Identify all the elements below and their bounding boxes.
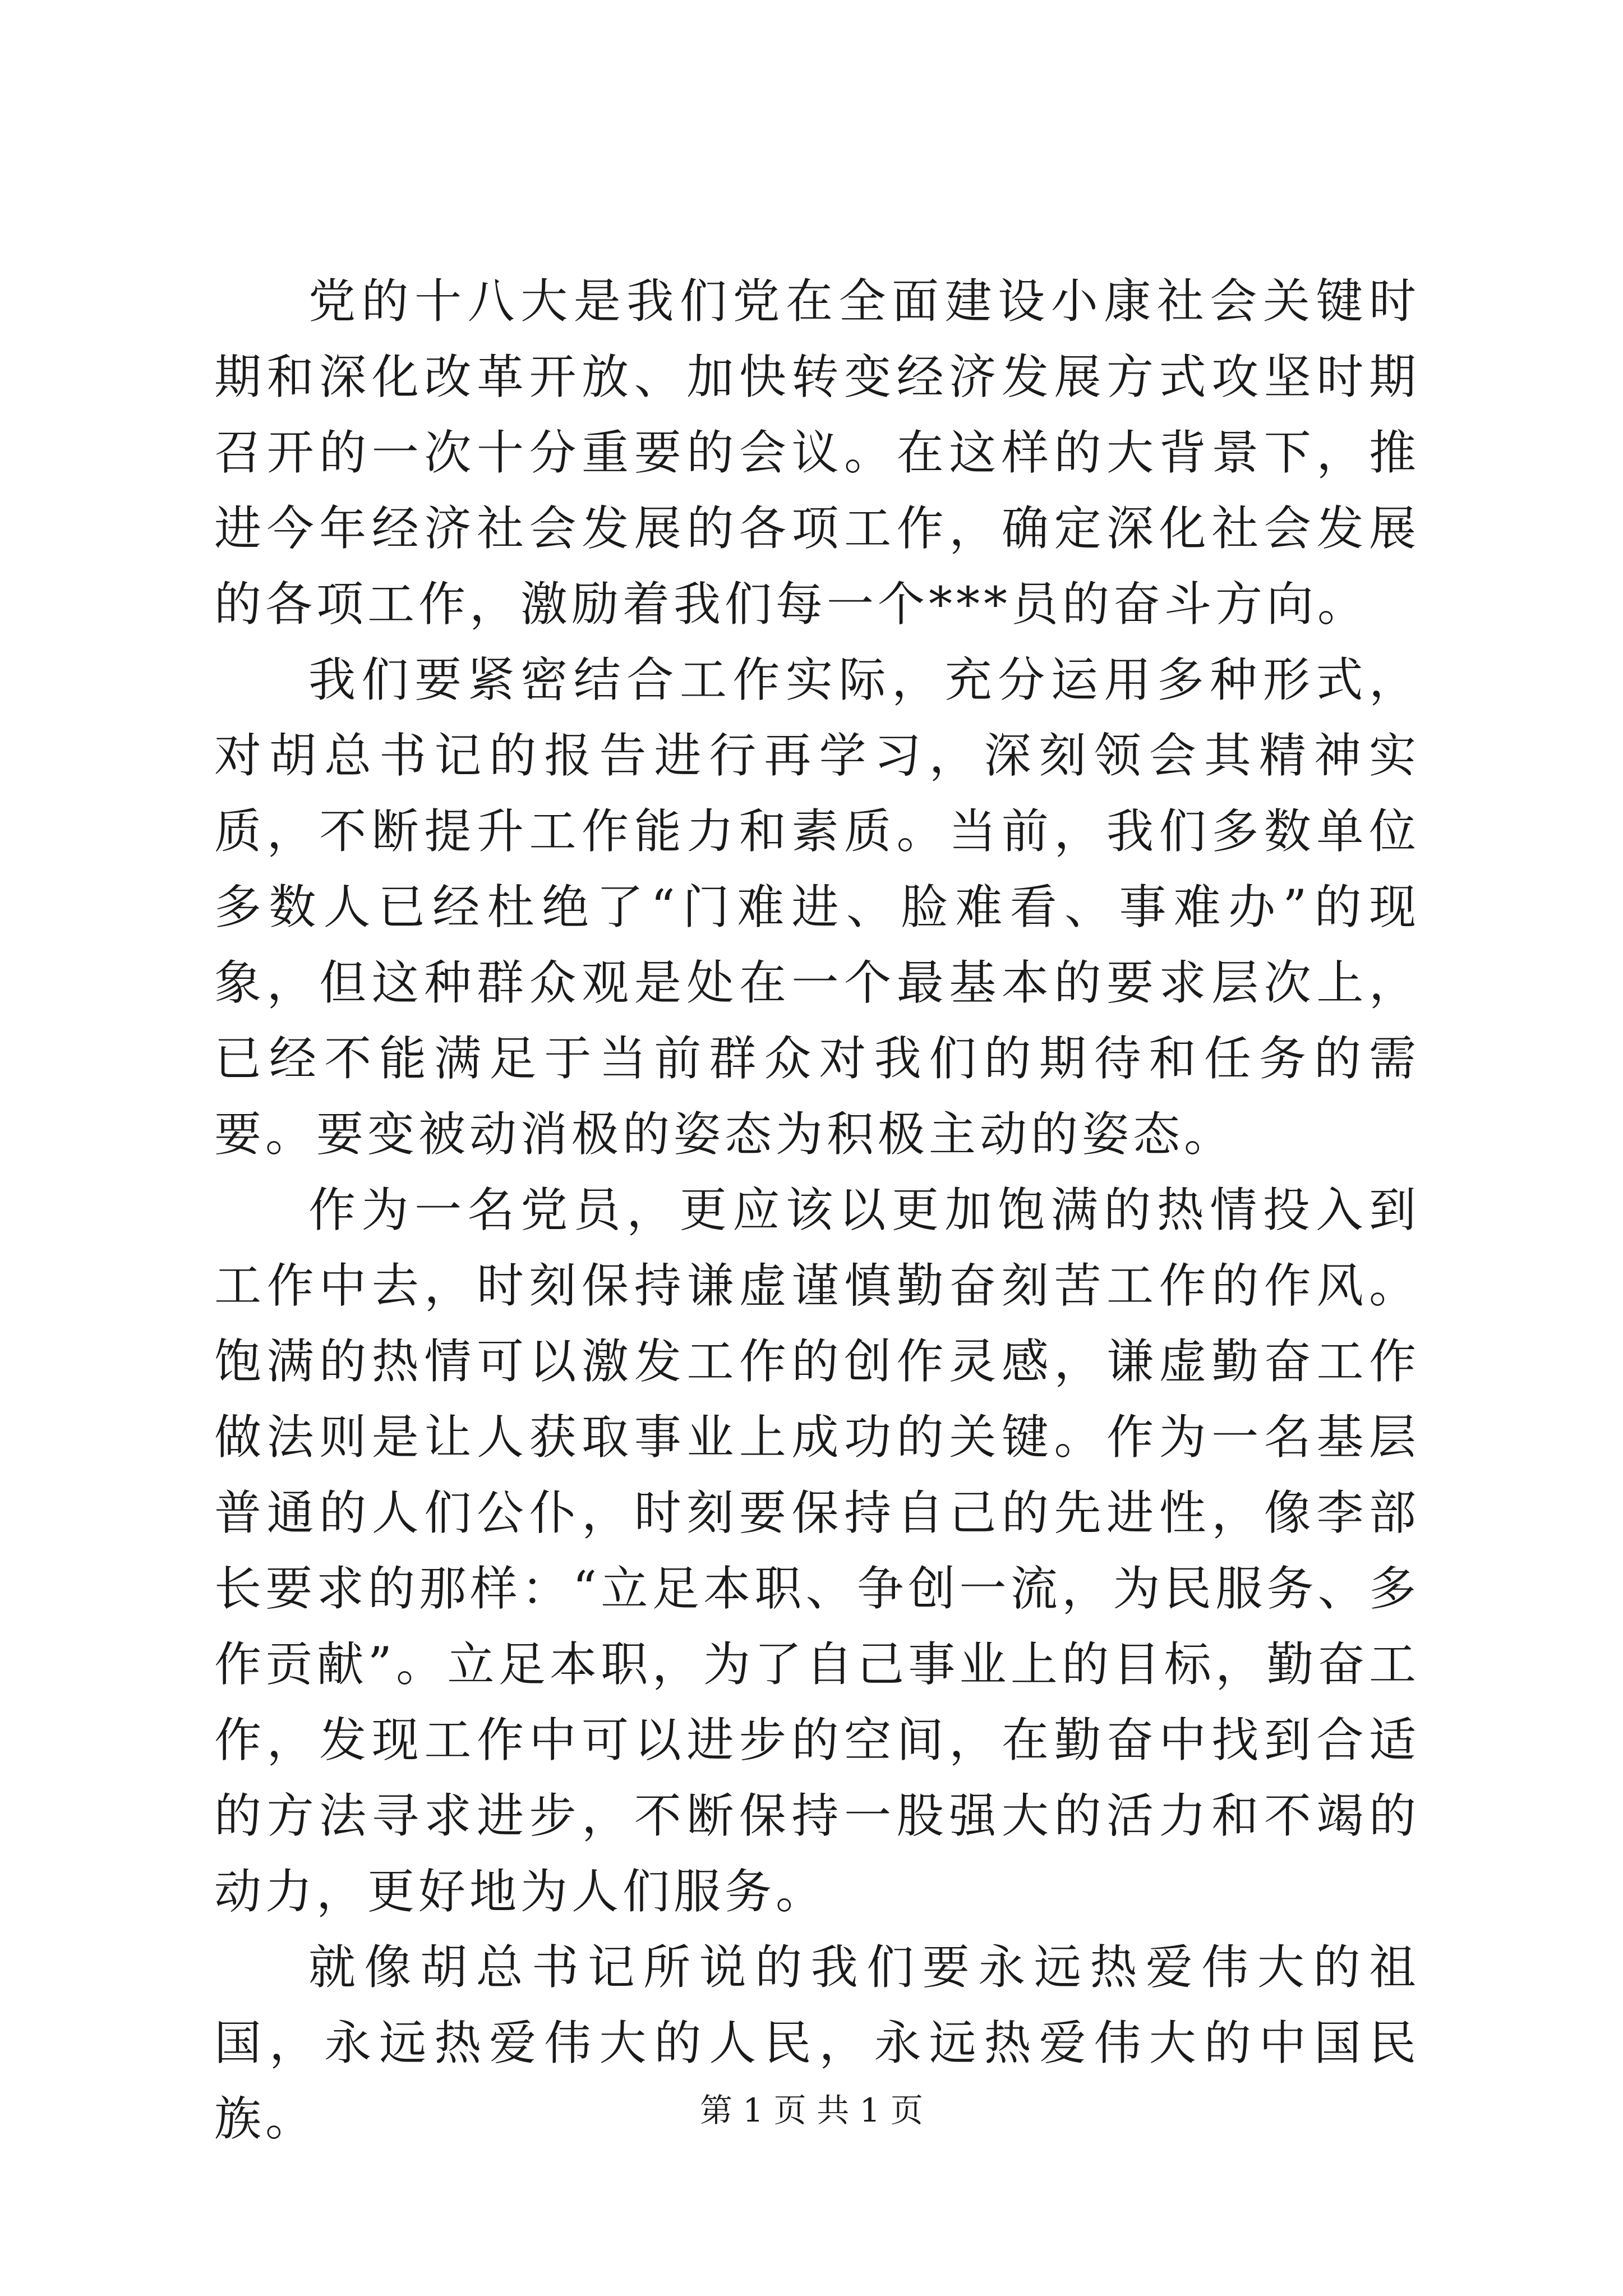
paragraph-2: 我们要紧密结合工作实际，充分运用多种形式，对胡总书记的报告进行再学习，深刻领会其精神实质，不断提升工作能力和素质。当前，我们多数单位多数人已经杜绝了“门难进、脸难看、事难办”的现象，但这种群众观是处在一个最基本的要求层次上，已经不能满足于当前群众对我们的期待和任务的需要。要变被动消极的姿态为积极主动的姿态。 bbox=[214, 652, 1420, 1162]
page-number-footer: 第 1 页 共 1 页 bbox=[700, 2091, 923, 2129]
paragraph-1: 党的十八大是我们党在全面建设小康社会关键时期和深化改革开放、加快转变经济发展方式攻坚时期召开的一次十分重要的会议。在这样的大背景下，推进今年经济社会发展的各项工作，确定深化社会发展的各项工作，激励着我们每一个***员的奋斗方向。 bbox=[214, 274, 1420, 632]
document-body bbox=[214, 264, 1420, 2157]
paragraph-4: 就像胡总书记所说的我们要永远热爱伟大的祖国，永远热爱伟大的人民，永远热爱伟大的中国民族。 bbox=[214, 1940, 1420, 2146]
paragraph-3: 作为一名党员，更应该以更加饱满的热情投入到工作中去，时刻保持谦虚谨慎勤奋刻苦工作的作风。饱满的热情可以激发工作的创作灵感，谦虚勤奋工作做法则是让人获取事业上成功的关键。作为一名基层普通的人们公仆，时刻要保持自己的先进性，像李部长要求的那样：“立足本职、争创一流，为民服务、多作贡献”。立足本职，为了自己事业上的目标，勤奋工作，发现工作中可以进步的空间，在勤奋中找到合适的方法寻求进步，不断保持一股强大的活力和不竭的动力，更好地为人们服务。 bbox=[214, 1182, 1420, 1919]
